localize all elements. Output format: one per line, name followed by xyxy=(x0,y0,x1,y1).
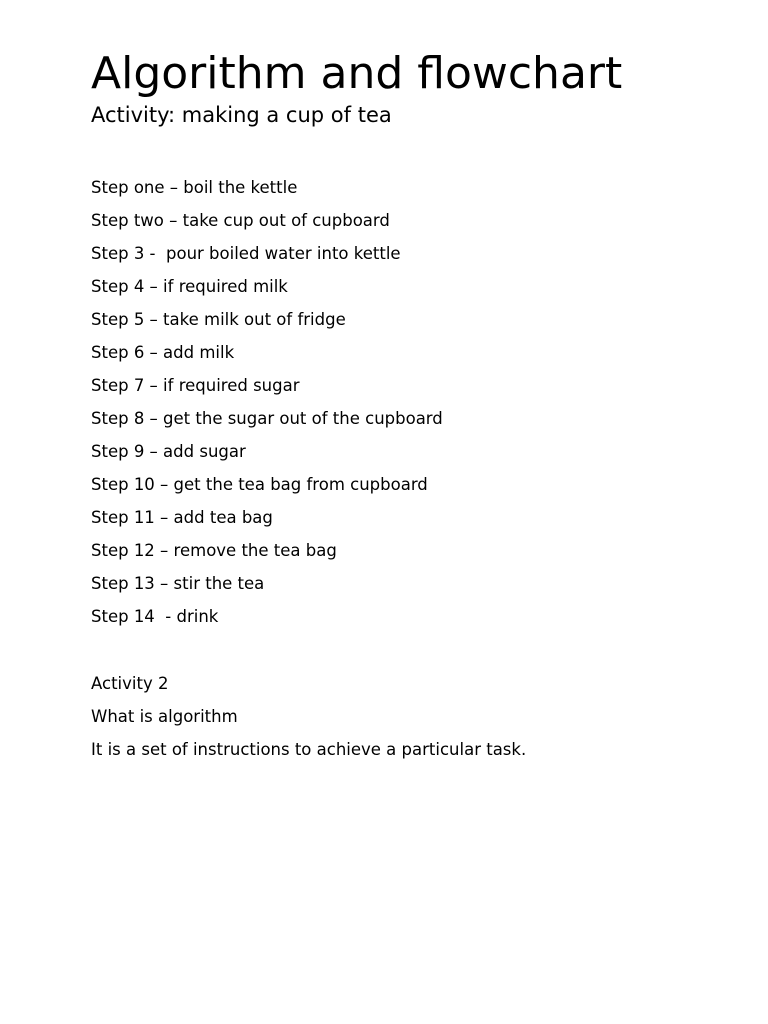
activity-2-question: What is algorithm xyxy=(91,707,238,726)
activity-2-section xyxy=(91,667,526,766)
step-item: Step two – take cup out of cupboard xyxy=(91,211,390,230)
step-item: Step 6 – add milk xyxy=(91,343,235,362)
activity-2-answer: It is a set of instructions to achieve a particular task. xyxy=(91,740,527,759)
step-item: Step 9 – add sugar xyxy=(91,442,246,461)
step-item: Step 14 - drink xyxy=(91,607,219,626)
step-item: Step 10 – get the tea bag from cupboard xyxy=(91,475,428,494)
step-item: Step one – boil the kettle xyxy=(91,178,298,197)
page-title: Algorithm and flowchart xyxy=(91,48,623,99)
step-item: Step 3 - pour boiled water into kettle xyxy=(91,244,401,263)
step-item: Step 4 – if required milk xyxy=(91,277,288,296)
steps-list xyxy=(91,171,443,633)
step-item: Step 7 – if required sugar xyxy=(91,376,300,395)
step-item: Step 11 – add tea bag xyxy=(91,508,273,527)
step-item: Step 5 – take milk out of fridge xyxy=(91,310,346,329)
step-item: Step 13 – stir the tea xyxy=(91,574,265,593)
activity-subtitle: Activity: making a cup of tea xyxy=(91,103,392,127)
activity-2-heading: Activity 2 xyxy=(91,674,169,693)
step-item: Step 12 – remove the tea bag xyxy=(91,541,337,560)
step-item: Step 8 – get the sugar out of the cupboard xyxy=(91,409,443,428)
